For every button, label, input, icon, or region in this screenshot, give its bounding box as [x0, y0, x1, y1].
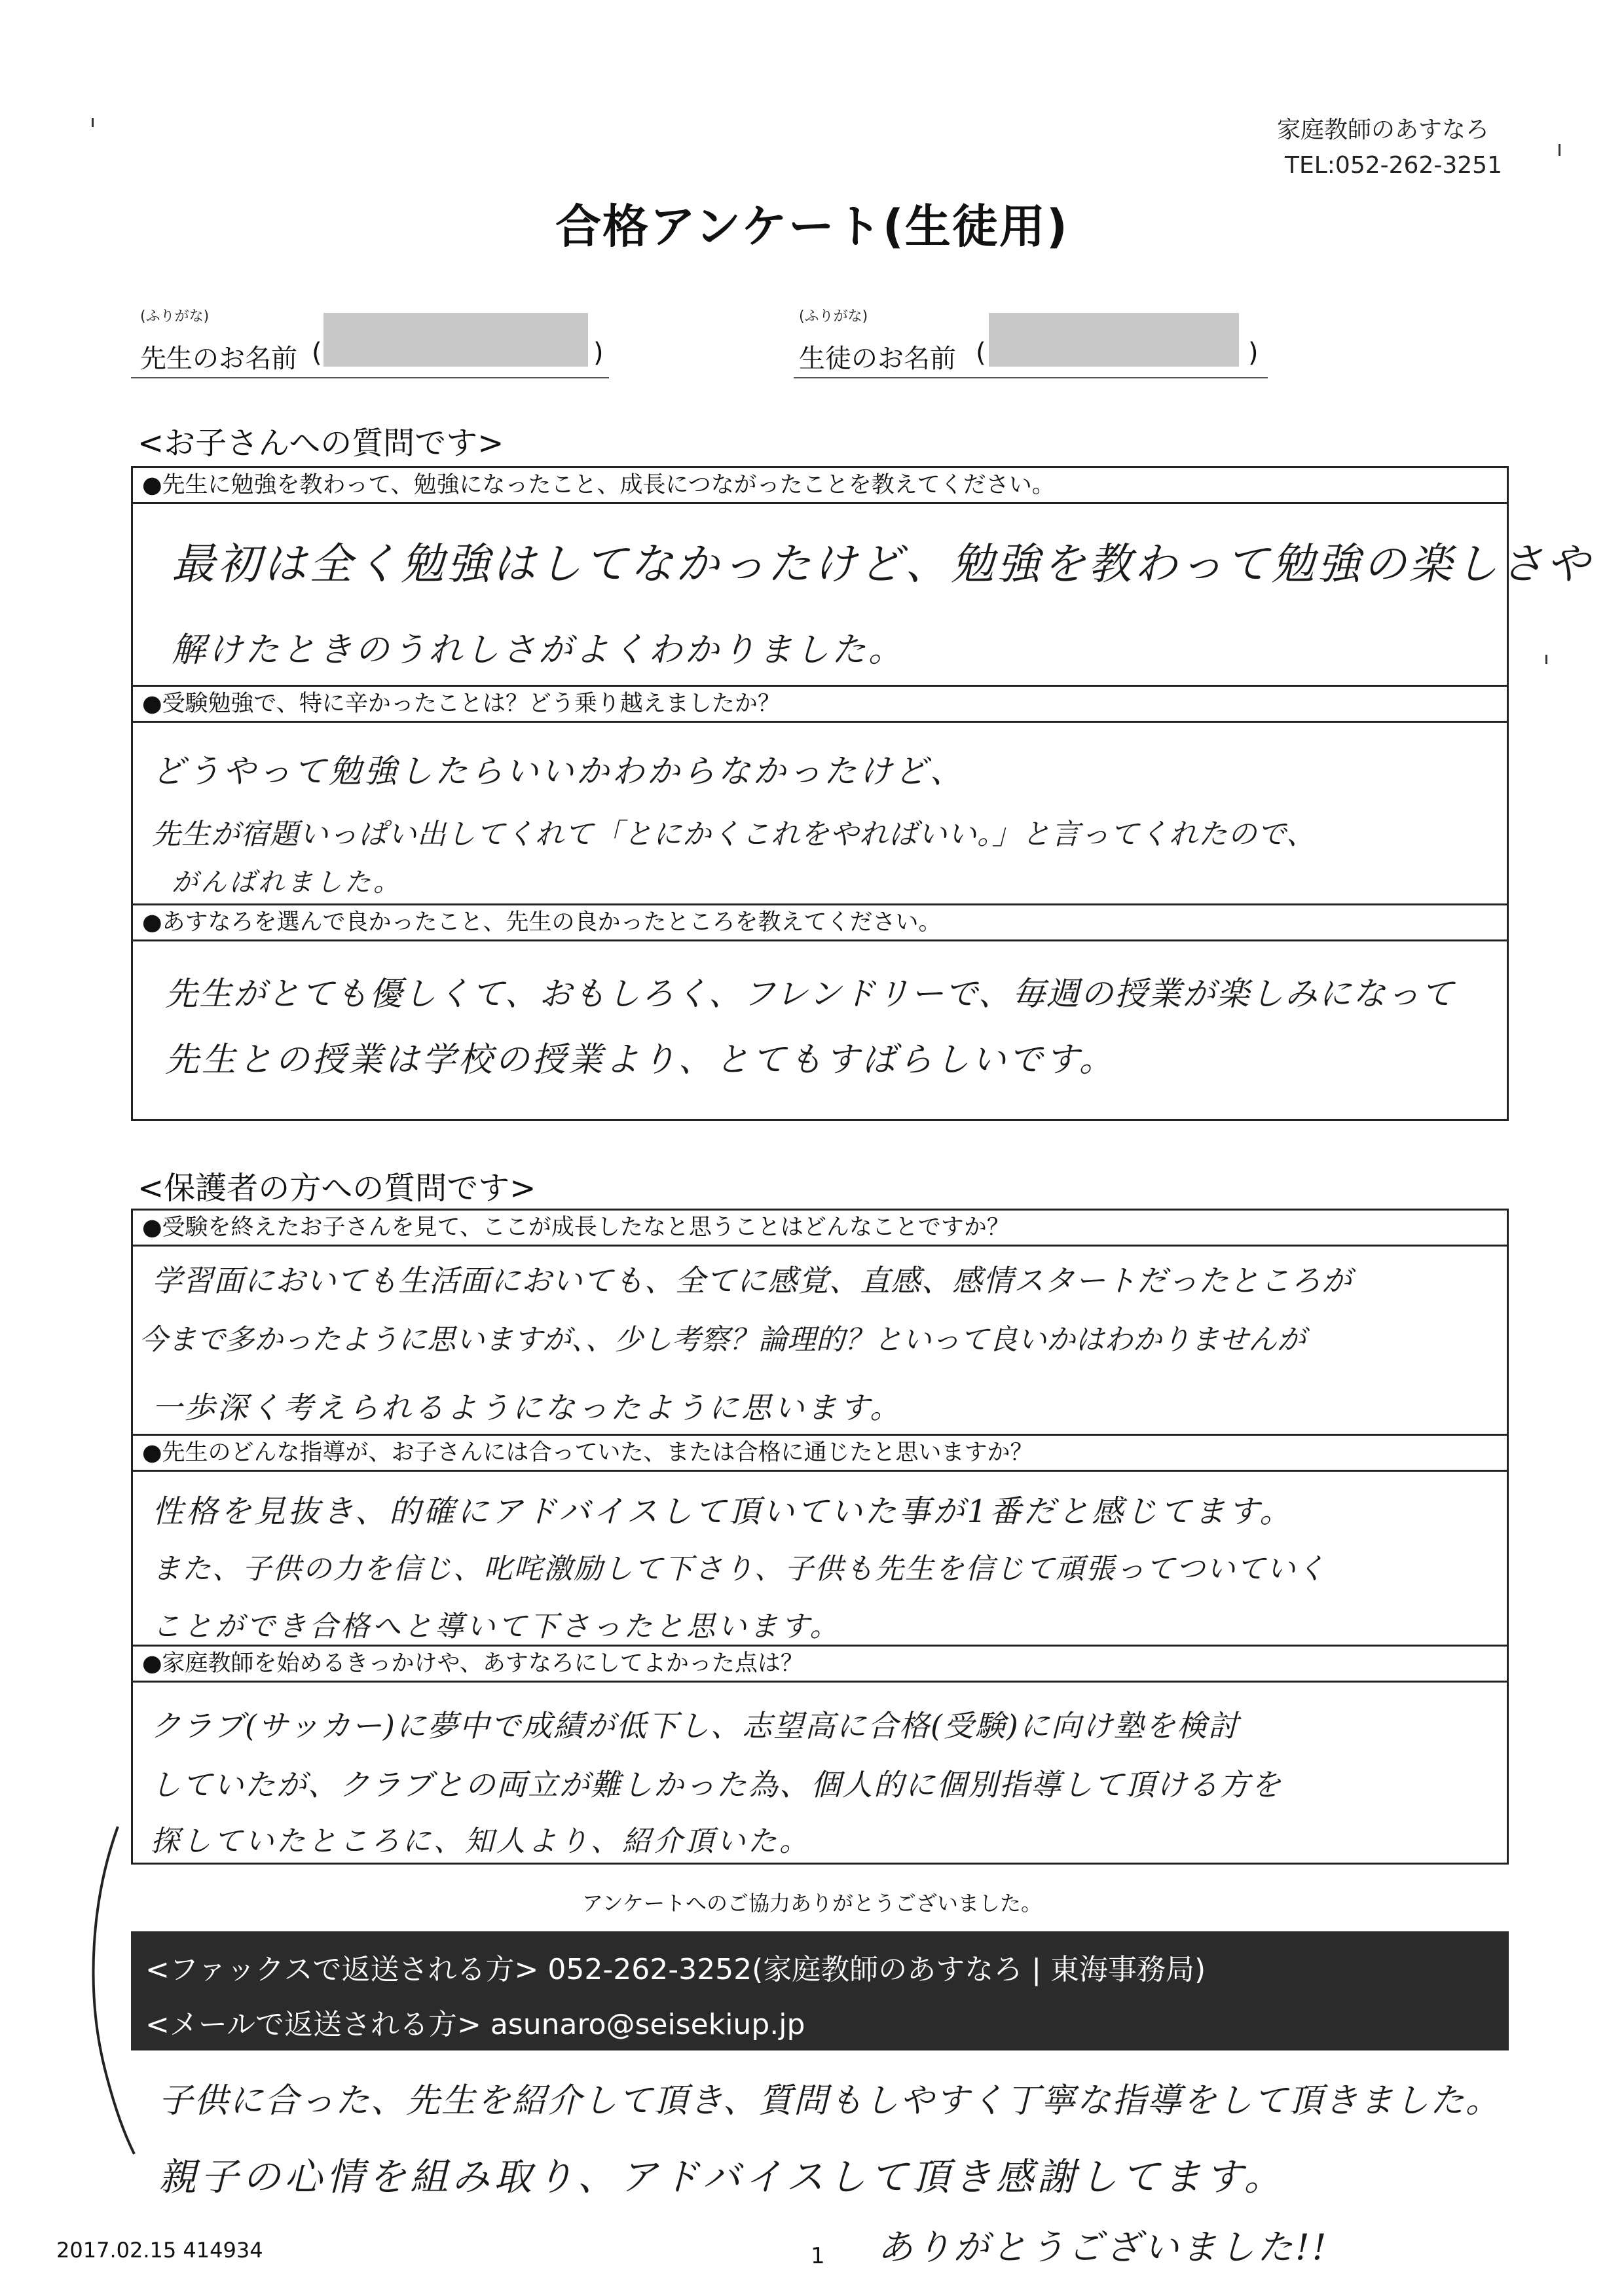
- parent-question-3: ●家庭教師を始めるきっかけや、あすなろにしてよかった点は？: [131, 1645, 1509, 1683]
- teacher-furigana-label: (ふりがな): [140, 308, 210, 325]
- child-answer-3-line-2: 先生との授業は学校の授業より、とてもすばらしいです。: [165, 1040, 1116, 1080]
- thanks-message: アンケートへのご協力ありがとうございました。: [581, 1891, 1043, 1916]
- bottom-note-line-2: 親子の心情を組み取り、アドバイスして頂き感謝してます。: [158, 2155, 1286, 2199]
- child-question-1: ●先生に勉強を教わって、勉強になったこと、成長につながったことを教えてください。: [131, 466, 1509, 504]
- form-title: 合格アンケート(生徒用): [555, 200, 1069, 253]
- return-info-band: [131, 1931, 1509, 2050]
- teacher-open-paren: (: [312, 338, 322, 368]
- teacher-name-label: 先生のお名前: [140, 344, 297, 374]
- child-answer-1-line-1: 最初は全く勉強はしてなかったけど、勉強を教わって勉強の楽しさや: [172, 539, 1593, 589]
- parent-question-1: ●受験を終えたお子さんを見て、ここが成長したなと思うことはどんなことですか？: [131, 1209, 1509, 1247]
- teacher-name-redacted: [323, 313, 588, 367]
- company-phone: TEL:052-262-3251: [1285, 152, 1502, 179]
- student-name-label: 生徒のお名前: [799, 344, 956, 374]
- scan-speck: [1545, 655, 1547, 664]
- parent-answer-2-line-1: 性格を見抜き、的確にアドバイスして頂いていた事が1番だと感じてます。: [152, 1493, 1294, 1530]
- child-answer-2-line-2: 先生が宿題いっぱい出してくれて「とにかくこれをやればいい。」と言ってくれたので、: [152, 818, 1316, 851]
- mail-return-line: <メールで返送される方> asunaro@seisekiup.jp: [145, 2008, 805, 2041]
- child-answer-1-line-2: 解けたときのうれしさがよくわかりました。: [172, 630, 906, 670]
- teacher-name-underline: [131, 377, 609, 378]
- parent-answer-1-line-3: 一歩深く考えられるようになったように思います。: [152, 1390, 903, 1425]
- student-name-redacted: [989, 313, 1239, 367]
- parent-answer-2-line-3: ことができ合格へと導いて下さったと思います。: [152, 1610, 841, 1643]
- scan-speck: [1559, 144, 1560, 156]
- parent-section-heading: <保護者の方への質問です>: [138, 1170, 536, 1207]
- fax-return-line: <ファックスで返送される方> 052-262-3252(家庭教師のあすなろ | 東海事務局): [145, 1953, 1206, 1986]
- margin-pen-stroke: [79, 1820, 157, 2160]
- student-name-underline: [794, 377, 1268, 378]
- student-open-paren: (: [976, 338, 986, 368]
- child-answer-3-line-1: 先生がとても優しくて、おもしろく、フレンドリーで、毎週の授業が楽しみになって: [165, 975, 1455, 1013]
- parent-answer-3-line-2: していたが、クラブとの両立が難しかった為、個人的に個別指導して頂ける方を: [151, 1767, 1282, 1802]
- bottom-note-line-3: ありがとうございました!!: [877, 2227, 1329, 2268]
- child-question-2: ●受験勉強で、特に辛かったことは？どう乗り越えましたか？: [131, 685, 1509, 723]
- bottom-note-line-1: 子供に合った、先生を紹介して頂き、質問もしやすく丁寧な指導をして頂きました。: [158, 2081, 1501, 2121]
- student-furigana-label: (ふりがな): [799, 308, 868, 325]
- child-answer-2-line-3: がんばれました。: [172, 867, 402, 898]
- student-close-paren: ): [1248, 338, 1259, 368]
- parent-answer-3-line-3: 探していたところに、知人より、紹介頂いた。: [151, 1825, 811, 1858]
- child-section-heading: <お子さんへの質問です>: [138, 425, 504, 462]
- page-number: 1: [811, 2243, 825, 2269]
- teacher-close-paren: ): [593, 338, 604, 368]
- fax-date-stamp: 2017.02.15 414934: [56, 2238, 263, 2263]
- parent-answer-3-line-1: クラブ(サッカー)に夢中で成績が低下し、志望高に合格(受験)に向け塾を検討: [151, 1708, 1240, 1743]
- child-answer-2-line-1: どうやって勉強したらいいかわからなかったけど、: [152, 752, 965, 790]
- parent-question-2: ●先生のどんな指導が、お子さんには合っていた、または合格に通じたと思いますか？: [131, 1434, 1509, 1472]
- parent-answer-2-line-2: また、子供の力を信じ、叱咤激励して下さり、子供も先生を信じて頑張ってついていく: [152, 1552, 1327, 1586]
- scan-speck: [92, 118, 94, 127]
- child-question-3: ●あすなろを選んで良かったこと、先生の良かったところを教えてください。: [131, 903, 1509, 941]
- company-name: 家庭教師のあすなろ: [1277, 117, 1490, 143]
- parent-answer-1-line-1: 学習面においても生活面においても、全てに感覚、直感、感情スタートだったところが: [152, 1263, 1352, 1298]
- parent-answer-1-line-2: 今まで多かったように思いますが、、少し考察？論理的？といって良いかはわかりませんが: [139, 1323, 1306, 1357]
